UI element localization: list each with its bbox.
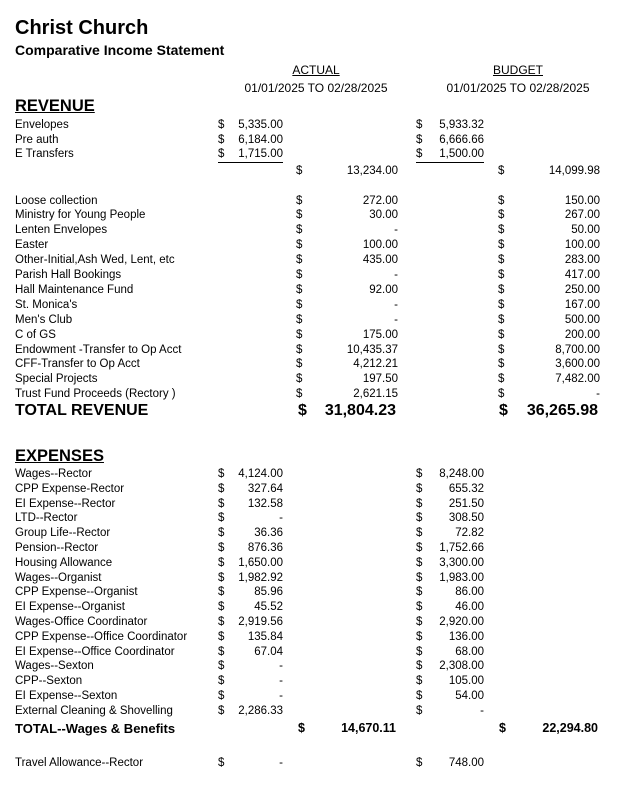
revenue-row-budget-currency: $ <box>498 224 505 237</box>
revenue-row-label: Loose collection <box>15 194 98 207</box>
revenue-row-label: Hall Maintenance Fund <box>15 283 134 296</box>
revenue-row-actual-currency: $ <box>296 298 303 311</box>
revenue-row-actual-currency: $ <box>296 283 303 296</box>
expenses-heading: EXPENSES <box>15 447 104 465</box>
expense-row-label: CPP Expense--Organist <box>15 586 138 599</box>
expense-row-actual-value: 1,982.92 <box>238 571 283 584</box>
revenue-row-actual-currency: $ <box>296 343 303 356</box>
givings-subtotal-budget-value: 14,099.98 <box>548 165 600 177</box>
travel-row-budget-value: 748.00 <box>448 757 484 769</box>
revenue-row-actual-currency: $ <box>296 388 303 401</box>
expense-row-budget-value: 655.32 <box>448 482 484 495</box>
revenue-row-actual-value: - <box>394 313 398 326</box>
revenue-row-budget-currency: $ <box>498 313 505 326</box>
organization-name: Christ Church <box>15 17 149 39</box>
revenue-row-actual-currency: $ <box>296 373 303 386</box>
total-wages-label: TOTAL--Wages & Benefits <box>15 721 176 736</box>
expense-row-actual-currency: $ <box>218 630 225 643</box>
revenue-row-budget-currency: $ <box>498 328 505 341</box>
revenue-row-budget-currency: $ <box>498 209 505 222</box>
expense-row-actual-currency: $ <box>218 616 225 628</box>
revenue-row-budget-value: 167.00 <box>564 298 600 311</box>
revenue-row-label: Trust Fund Proceeds (Rectory ) <box>15 388 176 401</box>
expense-row-budget-currency: $ <box>416 571 423 584</box>
expense-row-actual-currency: $ <box>218 571 225 584</box>
report-title: Comparative Income Statement <box>15 42 225 58</box>
revenue-row-label: Men's Club <box>15 313 73 326</box>
total-wages-actual-value: 14,670.11 <box>341 721 396 735</box>
expense-row-label: Wages--Sexton <box>15 660 94 673</box>
total-revenue-budget-currency: $ <box>499 402 508 419</box>
revenue-row-label: St. Monica's <box>15 298 78 311</box>
expense-row-budget-currency: $ <box>416 512 423 525</box>
revenue-row-actual-currency: $ <box>296 358 303 371</box>
expense-row-budget-value: 46.00 <box>455 601 484 614</box>
revenue-row-budget-value: 3,600.00 <box>555 358 600 371</box>
revenue-row-actual-value: 2,621.15 <box>353 388 398 401</box>
revenue-givings-row-label: E Transfers <box>15 148 74 160</box>
expense-row-label: CPP Expense-Rector <box>15 482 125 495</box>
revenue-row-actual-value: 30.00 <box>369 209 398 222</box>
revenue-row-label: C of GS <box>15 328 56 341</box>
expense-row-budget-currency: $ <box>416 586 423 599</box>
givings-subtotal-actual-value: 13,234.00 <box>346 165 398 177</box>
expense-row-budget-value: 1,983.00 <box>439 571 484 584</box>
expense-row-actual-currency: $ <box>218 601 225 614</box>
revenue-givings-row-budget-currency: $ <box>416 148 423 160</box>
expense-row-budget-currency: $ <box>416 675 423 688</box>
revenue-givings-row-actual-value: 1,715.00 <box>238 148 283 160</box>
revenue-givings-row-budget-value: 6,666.66 <box>439 133 484 146</box>
expense-row-actual-currency: $ <box>218 482 225 495</box>
revenue-row-budget-currency: $ <box>498 239 505 252</box>
expense-row-budget-currency: $ <box>416 660 423 673</box>
revenue-row-actual-currency: $ <box>296 254 303 267</box>
revenue-givings-row-actual-currency: $ <box>218 119 225 131</box>
expense-row-actual-currency: $ <box>218 645 225 658</box>
expense-row-actual-value: 2,919.56 <box>238 616 283 628</box>
expense-row-actual-currency: $ <box>218 704 225 717</box>
revenue-row-actual-currency: $ <box>296 224 303 237</box>
revenue-row-actual-value: 175.00 <box>362 328 398 341</box>
revenue-row-label: Other-Initial,Ash Wed, Lent, etc <box>15 254 175 267</box>
budget-period: 01/01/2025 TO 02/28/2025 <box>446 81 590 95</box>
givings-subtotal-actual-currency: $ <box>296 165 303 177</box>
total-revenue-label: TOTAL REVENUE <box>15 402 149 419</box>
expense-row-label: Group Life--Rector <box>15 527 111 540</box>
expense-row-budget-value: 105.00 <box>448 675 484 688</box>
expense-row-label: EI Expense--Office Coordinator <box>15 645 175 658</box>
revenue-givings-row-actual-currency: $ <box>218 148 225 160</box>
revenue-row-actual-currency: $ <box>296 328 303 341</box>
expense-row-budget-currency: $ <box>416 468 423 480</box>
revenue-givings-row-budget-value: 1,500.00 <box>439 148 484 160</box>
expense-row-label: Pension--Rector <box>15 542 99 554</box>
revenue-row-budget-value: 417.00 <box>564 269 600 281</box>
travel-row-budget-currency: $ <box>416 757 423 769</box>
revenue-row-budget-currency: $ <box>498 298 505 311</box>
revenue-row-actual-value: 197.50 <box>362 373 398 386</box>
revenue-row-actual-currency: $ <box>296 269 303 281</box>
revenue-givings-row-budget-value: 5,933.32 <box>439 119 484 131</box>
revenue-row-budget-value: 267.00 <box>564 209 600 222</box>
revenue-row-budget-value: 500.00 <box>564 313 600 326</box>
expense-row-actual-currency: $ <box>218 512 225 525</box>
revenue-heading: REVENUE <box>15 97 95 115</box>
expense-row-budget-value: 68.00 <box>455 645 484 658</box>
expense-row-actual-value: - <box>279 512 283 525</box>
revenue-row-actual-value: 10,435.37 <box>346 343 398 356</box>
total-wages-actual-currency: $ <box>298 721 305 735</box>
expense-row-actual-value: 45.52 <box>254 601 283 614</box>
total-revenue-actual-value: 31,804.23 <box>324 402 396 419</box>
revenue-row-budget-value: 150.00 <box>564 194 600 207</box>
travel-row-label: Travel Allowance--Rector <box>15 757 144 769</box>
revenue-row-budget-currency: $ <box>498 269 505 281</box>
revenue-row-actual-currency: $ <box>296 313 303 326</box>
revenue-row-actual-value: - <box>394 269 398 281</box>
expense-row-actual-currency: $ <box>218 660 225 673</box>
expense-row-actual-value: 67.04 <box>254 645 283 658</box>
expense-row-label: Wages--Organist <box>15 571 102 584</box>
revenue-row-budget-value: - <box>596 388 600 401</box>
revenue-row-actual-currency: $ <box>296 209 303 222</box>
expense-row-label: EI Expense--Rector <box>15 497 116 510</box>
expense-row-label: Wages--Rector <box>15 468 92 480</box>
revenue-row-label: Lenten Envelopes <box>15 224 108 237</box>
expense-row-budget-value: 2,308.00 <box>439 660 484 673</box>
expense-row-actual-value: 4,124.00 <box>238 468 283 480</box>
revenue-row-label: CFF-Transfer to Op Acct <box>15 358 140 371</box>
expense-row-budget-currency: $ <box>416 645 423 658</box>
total-revenue-budget-value: 36,265.98 <box>526 402 598 419</box>
expense-row-actual-value: 85.96 <box>254 586 283 599</box>
expense-row-budget-currency: $ <box>416 630 423 643</box>
expense-row-actual-currency: $ <box>218 675 225 688</box>
revenue-row-budget-currency: $ <box>498 254 505 267</box>
expense-row-actual-value: 132.58 <box>247 497 283 510</box>
total-wages-budget-value: 22,294.80 <box>542 721 598 735</box>
budget-column-heading: BUDGET <box>492 63 543 77</box>
expense-row-budget-value: 86.00 <box>455 586 484 599</box>
revenue-row-actual-currency: $ <box>296 239 303 252</box>
expense-row-label: External Cleaning & Shovelling <box>15 704 173 717</box>
expense-row-actual-currency: $ <box>218 468 225 480</box>
expense-row-budget-currency: $ <box>416 690 423 702</box>
expense-row-label: CPP Expense--Office Coordinator <box>15 630 188 643</box>
revenue-row-budget-currency: $ <box>498 343 505 356</box>
revenue-givings-row-actual-value: 6,184.00 <box>238 133 283 146</box>
expense-row-budget-value: 308.50 <box>448 512 484 525</box>
expense-row-budget-value: - <box>480 704 484 717</box>
givings-subtotal-budget-currency: $ <box>498 165 505 177</box>
travel-row-actual-currency: $ <box>218 757 225 769</box>
revenue-row-actual-value: 92.00 <box>369 283 398 296</box>
expense-row-actual-value: 327.64 <box>247 482 283 495</box>
expense-row-budget-value: 3,300.00 <box>439 556 484 569</box>
revenue-row-budget-value: 50.00 <box>571 224 600 237</box>
revenue-row-actual-currency: $ <box>296 194 303 207</box>
revenue-row-budget-value: 8,700.00 <box>555 343 600 356</box>
revenue-givings-row-label: Pre auth <box>15 133 59 146</box>
expense-row-actual-currency: $ <box>218 497 225 510</box>
revenue-row-actual-value: - <box>394 298 398 311</box>
expense-row-budget-currency: $ <box>416 704 423 717</box>
revenue-row-label: Easter <box>15 239 49 252</box>
expense-row-budget-currency: $ <box>416 616 423 628</box>
revenue-givings-row-label: Envelopes <box>15 119 69 131</box>
revenue-row-budget-value: 7,482.00 <box>555 373 600 386</box>
expense-row-actual-value: 36.36 <box>254 527 283 540</box>
revenue-row-actual-value: 435.00 <box>362 254 398 267</box>
expense-row-budget-value: 54.00 <box>455 690 484 702</box>
expense-row-label: LTD--Rector <box>15 512 78 525</box>
expense-row-budget-value: 1,752.66 <box>439 542 484 554</box>
revenue-row-budget-currency: $ <box>498 194 505 207</box>
expense-row-label: EI Expense--Organist <box>15 601 125 614</box>
revenue-row-budget-value: 250.00 <box>564 283 600 296</box>
expense-row-budget-currency: $ <box>416 527 423 540</box>
revenue-givings-row-actual-currency: $ <box>218 133 225 146</box>
revenue-givings-row-actual-underline <box>218 162 283 163</box>
expense-row-label: CPP--Sexton <box>15 675 83 688</box>
expense-row-actual-value: - <box>279 690 283 702</box>
revenue-row-budget-currency: $ <box>498 388 505 401</box>
revenue-row-budget-value: 200.00 <box>564 328 600 341</box>
revenue-row-label: Special Projects <box>15 373 98 386</box>
total-revenue-actual-currency: $ <box>298 402 307 419</box>
expense-row-budget-currency: $ <box>416 542 423 554</box>
revenue-row-actual-value: 4,212.21 <box>353 358 398 371</box>
expense-row-label: Housing Allowance <box>15 556 113 569</box>
revenue-givings-row-actual-value: 5,335.00 <box>238 119 283 131</box>
expense-row-actual-currency: $ <box>218 556 225 569</box>
revenue-givings-row-budget-currency: $ <box>416 133 423 146</box>
expense-row-actual-currency: $ <box>218 586 225 599</box>
expense-row-actual-currency: $ <box>218 690 225 702</box>
revenue-row-budget-currency: $ <box>498 283 505 296</box>
expense-row-budget-currency: $ <box>416 556 423 569</box>
revenue-row-actual-value: - <box>394 224 398 237</box>
expense-row-actual-currency: $ <box>218 527 225 540</box>
expense-row-budget-value: 136.00 <box>448 630 484 643</box>
expense-row-actual-currency: $ <box>218 542 225 554</box>
expense-row-actual-value: 1,650.00 <box>238 556 283 569</box>
revenue-row-actual-value: 272.00 <box>362 194 398 207</box>
expense-row-actual-value: 2,286.33 <box>238 704 283 717</box>
expense-row-budget-currency: $ <box>416 482 423 495</box>
expense-row-budget-currency: $ <box>416 497 423 510</box>
travel-row-actual-value: - <box>279 757 283 769</box>
revenue-row-label: Endowment -Transfer to Op Acct <box>15 343 182 356</box>
total-wages-budget-currency: $ <box>499 721 506 735</box>
revenue-row-budget-currency: $ <box>498 358 505 371</box>
revenue-givings-row-budget-underline <box>416 162 484 163</box>
revenue-givings-row-budget-currency: $ <box>416 119 423 131</box>
expense-row-budget-value: 8,248.00 <box>439 468 484 480</box>
expense-row-label: Wages-Office Coordinator <box>15 616 148 628</box>
revenue-row-budget-currency: $ <box>498 373 505 386</box>
expense-row-label: EI Expense--Sexton <box>15 690 118 702</box>
expense-row-budget-value: 2,920.00 <box>439 616 484 628</box>
actual-column-heading: ACTUAL <box>292 63 340 77</box>
expense-row-actual-value: - <box>279 675 283 688</box>
actual-period: 01/01/2025 TO 02/28/2025 <box>244 81 388 95</box>
revenue-row-budget-value: 100.00 <box>564 239 600 252</box>
revenue-row-label: Parish Hall Bookings <box>15 269 122 281</box>
revenue-row-actual-value: 100.00 <box>362 239 398 252</box>
expense-row-budget-value: 251.50 <box>448 497 484 510</box>
revenue-row-label: Ministry for Young People <box>15 209 146 222</box>
expense-row-actual-value: - <box>279 660 283 673</box>
revenue-row-budget-value: 283.00 <box>564 254 600 267</box>
expense-row-budget-currency: $ <box>416 601 423 614</box>
expense-row-actual-value: 876.36 <box>247 542 283 554</box>
expense-row-budget-value: 72.82 <box>455 527 484 540</box>
expense-row-actual-value: 135.84 <box>247 630 283 643</box>
